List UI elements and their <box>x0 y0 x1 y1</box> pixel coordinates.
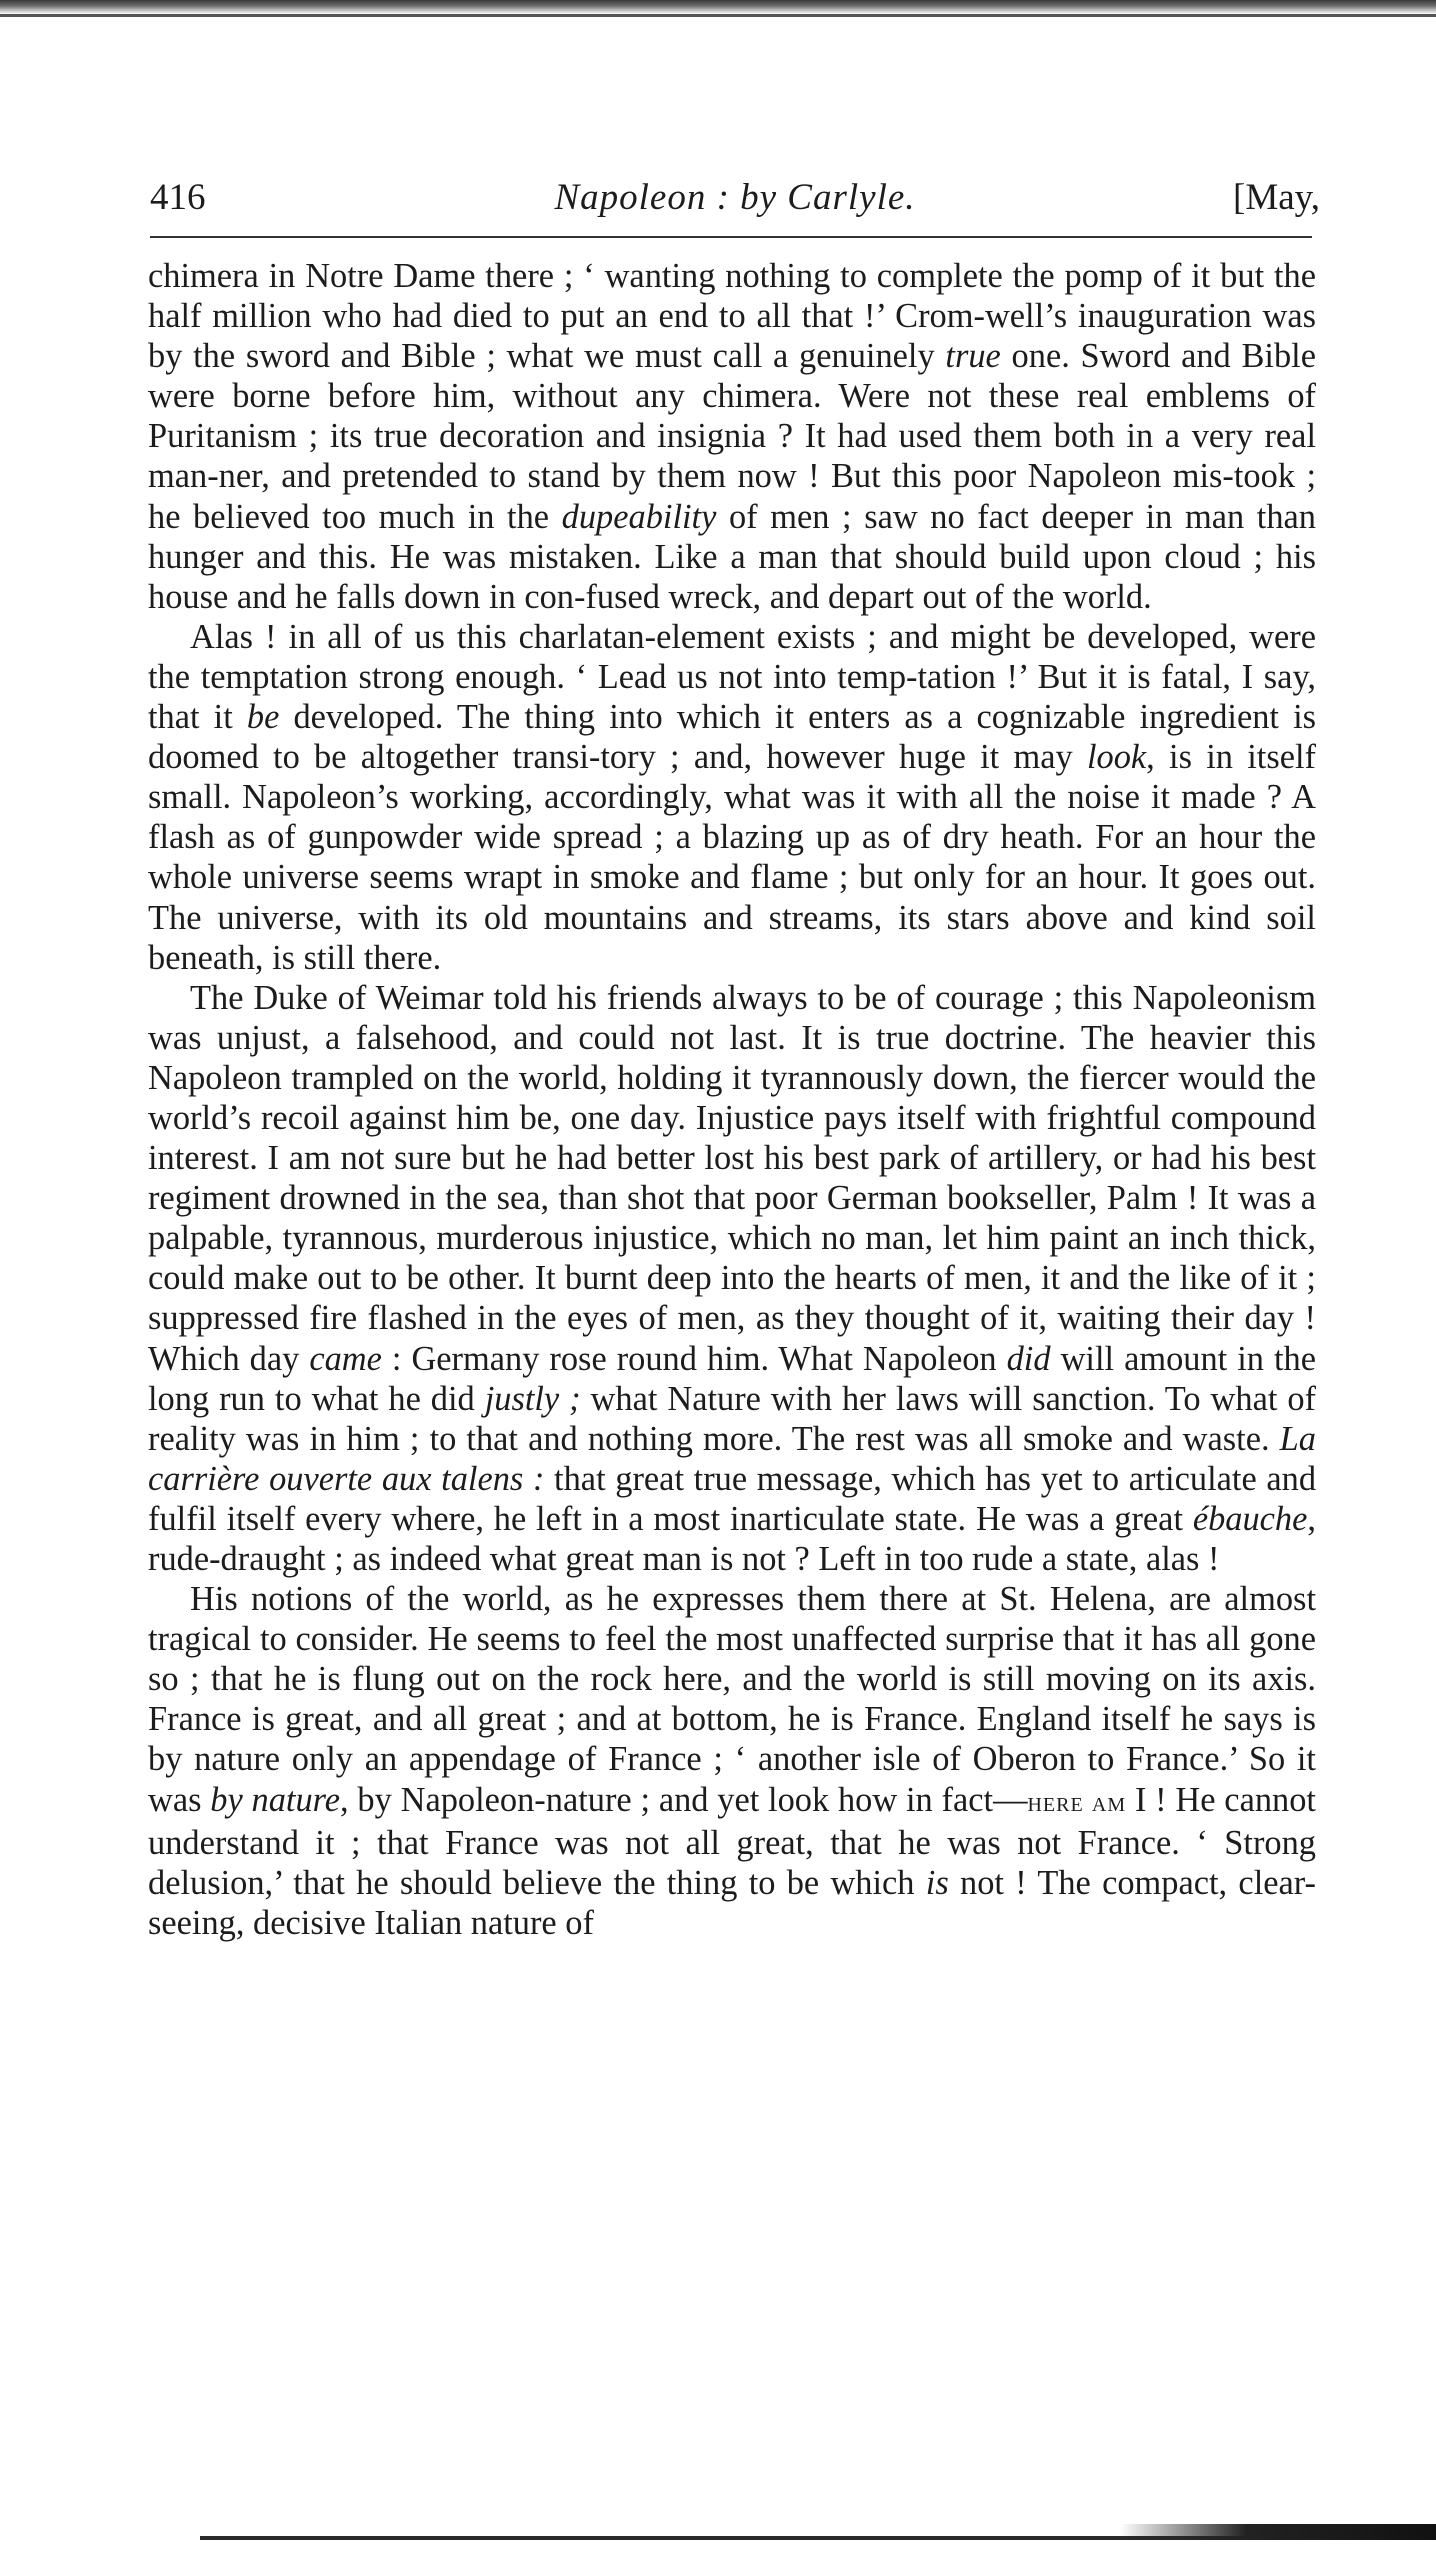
italic-run: La carrière ouverte aux talens : <box>148 1419 1316 1498</box>
text-run: : Germany rose round him. What Napoleon <box>381 1339 1007 1378</box>
text-run: that great true message, which has yet to articulate and fulfil itself every where, he left in a most inarticulate state. He was a great <box>148 1459 1317 1538</box>
text-run: , rude-draught ; as indeed what great man is not ? Left in too rude a state, alas ! <box>148 1499 1316 1578</box>
text-run: Alas ! in all of us this charlatan-element exists ; and might be developed, were the temptation strong enough. ‘ Lead us not into temp-tation !’ But it is fatal, I say, that it <box>148 617 1316 737</box>
scan-top-rule <box>0 14 1436 17</box>
italic-run: dupeability <box>561 497 717 536</box>
italic-run: justly ; <box>484 1379 581 1418</box>
paragraph-3 <box>148 978 1316 1579</box>
italic-run: be <box>246 698 280 737</box>
paragraph-4 <box>148 1579 1316 1943</box>
paragraph-2 <box>148 617 1316 978</box>
text-run: not ! The compact, clear-seeing, decisive Italian nature of <box>148 1863 1316 1942</box>
text-run: will amount in the long run to what he did <box>148 1339 1316 1418</box>
text-run: developed. The thing into which it enters as a cognizable ingredient is doomed to be altogether transi-tory ; and, however huge it may <box>148 698 1317 777</box>
text-run: , is in itself small. Napoleon’s working, accordingly, what was it with all the noise it made ? A flash as of gunpowder wide spread ; a blazing up as of dry heath. For an hour the whole universe seems wrapt in smoke and flame ; but only for an hour. It goes out. The universe, with its old mountains and streams, its stars above and kind soil beneath, is still there. <box>148 738 1316 977</box>
body-text <box>148 256 1316 1943</box>
text-run: I ! He cannot understand it ; that France was not all great, that he was not France. ‘ Strong delusion,’ that he should believe the thing to be which <box>148 1780 1316 1902</box>
paragraph-1 <box>148 256 1316 617</box>
scan-top-edge <box>0 0 1436 14</box>
running-header <box>150 168 1320 228</box>
header-rule <box>150 236 1312 238</box>
text-run: His notions of the world, as he expresses them there at St. Helena, are almost tragical to consider. He seems to feel the most unaffected surprise that it has all gone so ; that he is flung out on the rock here, and the world is still moving on its axis. France is great, and all great ; and at bottom, he is France. England itself he says is by nature only an appendage of France ; ‘ another isle of Oberon to France.’ So it was <box>148 1580 1316 1819</box>
italic-run: is <box>925 1863 949 1902</box>
italic-run: true <box>945 337 1001 376</box>
italic-run: look <box>1086 738 1147 777</box>
scan-bottom-shadow <box>1120 2524 1436 2540</box>
running-month: [May, <box>1233 177 1320 218</box>
text-run: one. Sword and Bible were borne before him, without any chimera. Were not these real emblems of Puritanism ; its true decoration and insignia ? It had used them both in a very real man-ner, and pretended to stand by them now ! But this poor Napoleon mis-took ; he believed too much in the <box>148 337 1316 536</box>
italic-run: ébauche <box>1192 1499 1308 1538</box>
text-run: chimera in Notre Dame there ; ‘ wanting nothing to complete the pomp of it but the half million who had died to put an end to all that !’ Crom-well’s inauguration was by the sword and Bible ; what we must call a genuinely <box>148 257 1316 376</box>
text-run: , by Napoleon-nature ; and yet look how in fact— <box>340 1780 1028 1819</box>
page-number: 416 <box>150 177 206 218</box>
running-title: Napoleon : by Carlyle. <box>554 177 916 218</box>
text-run: of men ; saw no fact deeper in man than hunger and this. He was mistaken. Like a man that should build upon cloud ; his house and he falls down in con-fused wreck, and depart out of the world. <box>148 497 1316 616</box>
small-caps-run: here am <box>1027 1786 1127 1818</box>
italic-run: by nature <box>210 1780 341 1819</box>
text-run: what Nature with her laws will sanction. To what of reality was in him ; to that and nothing more. The rest was all smoke and waste. <box>148 1379 1316 1458</box>
italic-run: did <box>1006 1339 1051 1378</box>
italic-run: came <box>309 1339 382 1378</box>
text-run: The Duke of Weimar told his friends always to be of courage ; this Napoleonism was unjust, a falsehood, and could not last. It is true doctrine. The heavier this Napoleon trampled on the world, holding it tyrannously down, the fiercer would the world’s recoil against him be, one day. Injustice pays itself with frightful compound interest. I am not sure but he had better lost his best park of artillery, or had his best regiment drowned in the sea, than shot that poor German bookseller, Palm ! It was a palpable, tyrannous, murderous injustice, which no man, let him paint an inch thick, could make out to be other. It burnt deep into the hearts of men, it and the like of it ; suppressed fire flashed in the eyes of men, as they thought of it, waiting their day ! Which day <box>148 978 1316 1378</box>
